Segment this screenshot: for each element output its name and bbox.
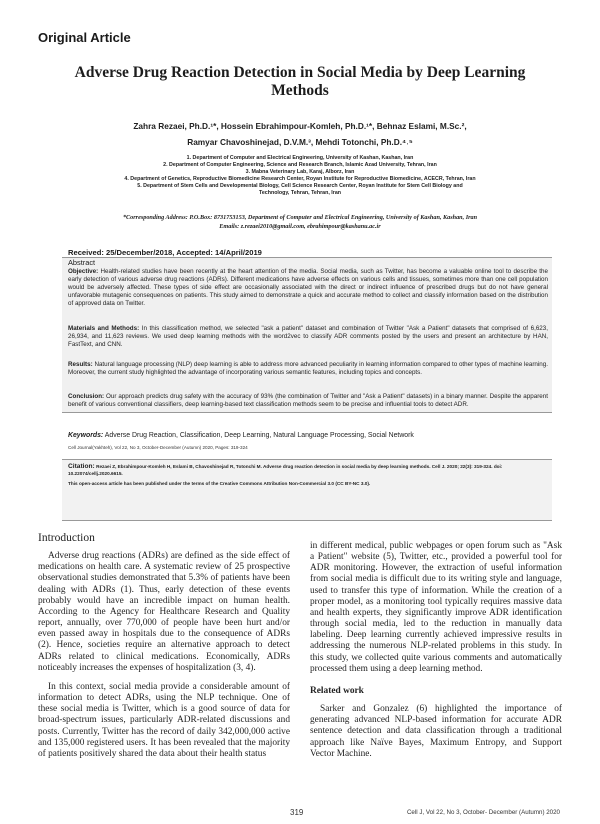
affiliation-4: 4. Department of Genetics, Reproductive Biomedicine Research Center, Royan Institute for Reproductive Biomedicine, ACECR, Tehran, Iran (124, 176, 476, 182)
intro-paragraph-1: Adverse drug reactions (ADRs) are defined as the side effect of medications on health care. A systematic review of 25 prospective observational studies demonstrated that 5.3% of patients have been dealing with ADRs (1). Thus, early detection of these events probably would have an incredible impact on human health. According to the Agency for Healthcare Research and Quality report, annually, over 770,000 of people have been hurt and/or even passed away in hospitals due to the consequence of ADRs (2). Hence, societies require an alternative approach to detect ADRs related to clinical medications. Economically, ADRs noticeably increases the expenses of hospitalization (3, 4). (38, 551, 290, 673)
results-heading: Results: (68, 361, 93, 368)
related-work-paragraph: Sarker and Gonzalez (6) highlighted the importance of generating advanced NLP-based information for accurate ADR sentence detection and data classification through a traditional approach like Naïve Bayes, Maximum Entropy, and Support Vector Machine. (310, 704, 562, 759)
conclusion-heading: Conclusion: (68, 393, 105, 400)
keywords-heading: Keywords: (68, 432, 104, 439)
affiliation-5-cont: Technology, Tehran, Tehran, Iran (258, 190, 341, 196)
objective-text: Health-related studies have been recently at the heart attention of the media. Social media, such as Twitter, has become a valuable online tool to describe the early detection of various adverse drug reactions (ADRs). Different medications have adverse effects on various cells and tissues, sometimes more than one cell population would be adversely affected. These types of side effect are occasionally associated with the direct or indirect influence of prescribed drugs but do not have general unfavorable mutagenic consequences on patients. This study aimed to demonstrate a quick and accurate method to collect and classify information based on the distribution of approved data on Twitter. (68, 268, 548, 307)
citation-heading: Citation: (68, 463, 95, 470)
affiliation-5: 5. Department of Stem Cells and Developmental Biology, Cell Science Research Center, Royan Institute for Stem Cell Biology and (137, 183, 463, 189)
results-text: Natural language processing (NLP) deep learning is able to address more advanced peculiarity in learning information compared to other types of machine learning. Moreover, the current study highlighted the advantage of incorporating various semantic features, including topics and concepts. (68, 361, 548, 376)
left-column (38, 533, 290, 760)
abstract-results (68, 361, 548, 377)
affiliation-1: 1. Department of Computer and Electrical Engineering, University of Kashan, Kashan, Iran (186, 155, 414, 161)
affiliation-3: 3. Mabna Veterinary Lab, Karaj, Alborz, Iran (245, 169, 355, 175)
article-type-label: Original Article (38, 30, 131, 45)
authors-line-1: Zahra Rezaei, Ph.D.¹*, Hossein Ebrahimpour-Komleh, Ph.D.¹*, Behnaz Eslami, M.Sc.², (133, 121, 467, 131)
page-number: 319 (290, 808, 304, 817)
corresponding-address: *Corresponding Address: P.O.Box: 8731753153, Department of Computer and Electrical Engineering, University of Kashan, Kashan, Iran (122, 214, 478, 221)
corresponding-emails: Emails: z.rezaei2010@gmail.com, ebrahimpour@kashanu.ac.ir (219, 223, 381, 230)
intro-paragraph-continued: in different medical, public webpages or open forum such as "Ask a Patient" website (5), Twitter, etc., provided a powerful tool for ADR monitoring. However, the extraction of useful information from social media is difficult due to its writing style and language, used to transfer this type of information. While the creation of a proper model, as a monitoring tool typically requires massive data and health experts, they significantly improve ADR identification through social media, led to the reduction in manually data labeling. Deep learning currently achieved impressive results in addressing the numerous NLP-related problems in this study. In this study, we collected quite various comments and automatically processed them using a deep learning method. (310, 541, 562, 674)
abstract-label: Abstract (68, 258, 96, 267)
introduction-heading: Introduction (38, 532, 95, 544)
methods-text: In this classification method, we selected "ask a patient" dataset and combination of Twitter "Ask a Patient" datasets that comprised of 6,623, 26,934, and 11,623 reviews. We used deep learning methods with the word2vec to classify ADR comments posted by the users and present an architecture by HAN, FastText, and CNN. (68, 325, 548, 348)
affiliation-2: 2. Department of Computer Engineering, Science and Research Branch, Islamic Azad University, Tehran, Iran (163, 162, 437, 168)
abstract-objective (68, 268, 548, 308)
citation-text: Rezaei Z, Ebrahimpour-Komleh H, Eslami B, Chavoshinejad R, Totonchi M. Adverse drug reaction detection in social media by deep learning methods. Cell J. 2020; 22(3): 319-324. doi: 10.22074/cellj.2020.6615. (68, 464, 503, 476)
authors-line-2: Ramyar Chavoshinejad, D.V.M.³, Mehdi Totonchi, Ph.D.⁴˒⁵ (187, 137, 413, 147)
keywords (68, 432, 548, 439)
received-accepted-dates: Received: 25/December/2018, Accepted: 14/April/2019 (68, 248, 262, 257)
conclusion-text: Our approach predicts drug safety with the accuracy of 93% (the combination of Twitter and "Ask a Patient" datasets) in a binary manner. Despite the apparent benefit of various conventional classifiers, deep learning-based text classification methods seem to be precise and influential tools to detect ADR. (68, 393, 548, 408)
abstract-methods (68, 325, 548, 349)
citation (68, 463, 548, 487)
article-title: Adverse Drug Reaction Detection in Social Media by Deep Learning Methods (74, 64, 526, 99)
objective-heading: Objective: (68, 268, 99, 275)
keywords-text: Adverse Drug Reaction, Classification, Deep Learning, Natural Language Processing, Social Network (104, 432, 414, 439)
related-work-heading: Related work (310, 685, 364, 696)
intro-paragraph-2: In this context, social media provide a considerable amount of information to detect ADRs, using the NLP technique. One of these social media is Twitter, which is a good source of data for broad-spectrum issues, particularly ADR-related discussions and posts. Currently, Twitter has the record of daily 342,000,000 active and 135,000 registered users. It has been revealed that the majority of patients positively shared the data about their health status (38, 681, 290, 759)
license-text: This open-access article has been published under the terms of the Creative Commons Attribution Non-Commercial 3.0 (CC BY-NC 3.0). (68, 481, 371, 486)
methods-heading: Materials and Methods: (68, 325, 140, 332)
footer-journal: Cell J, Vol 22, No 3, October- December (Autumn) 2020 (406, 809, 560, 816)
right-column (310, 541, 562, 760)
journal-reference-line: Cell Journal(Yakhteh), Vol 22, No 3, October-December (Autumn) 2020, Pages: 319-324 (68, 445, 248, 450)
abstract-conclusion (68, 393, 548, 409)
